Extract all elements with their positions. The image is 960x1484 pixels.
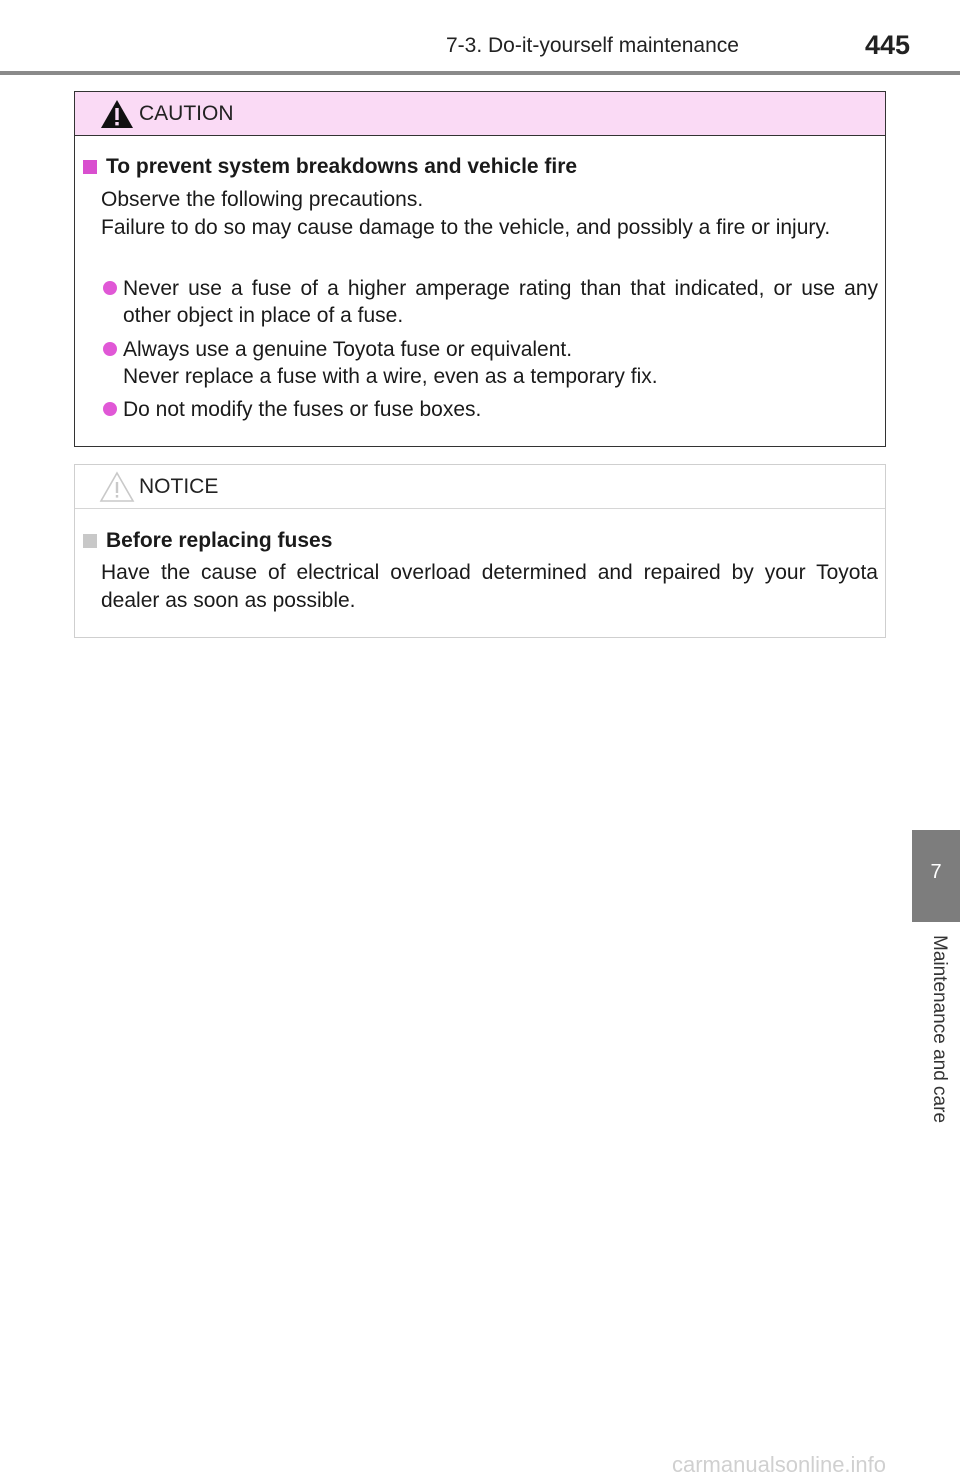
bullet-dot-icon	[103, 342, 117, 356]
notice-triangle-icon	[99, 471, 135, 503]
notice-header	[75, 465, 885, 509]
caution-bullet-3-text: Do not modify the fuses or fuse boxes.	[123, 398, 482, 421]
bullet-dot-icon	[103, 402, 117, 416]
watermark: carmanualsonline.info	[672, 1452, 887, 1477]
caution-header	[75, 92, 885, 136]
chapter-label: Maintenance and care	[929, 935, 950, 1124]
caution-bullet-2-text: Always use a genuine Toyota fuse or equivalent.	[123, 338, 573, 361]
caution-bullet-2	[103, 336, 878, 390]
chapter-number: 7	[930, 861, 942, 883]
notice-heading	[83, 529, 332, 553]
caution-intro-line1: Observe the following precautions.	[101, 188, 424, 211]
notice-heading-text: Before replacing fuses	[106, 529, 333, 552]
caution-bullet-3	[103, 396, 878, 423]
warning-triangle-icon	[99, 98, 135, 130]
caution-bullet-1-text: Never use a fuse of a higher amperage rating than that indicated, or use any other object in place of a fuse.	[123, 277, 878, 327]
caution-box	[74, 91, 886, 447]
bullet-dot-icon	[103, 281, 117, 295]
notice-box	[74, 464, 886, 638]
caution-heading	[83, 155, 577, 179]
notice-text: Have the cause of electrical overload determined and repaired by your Toyota dealer as soon as possible.	[101, 561, 878, 612]
page-number: 445	[864, 30, 910, 60]
caution-intro-line2: Failure to do so may cause damage to the vehicle, and possibly a fire or injury.	[101, 216, 831, 239]
caution-label: CAUTION	[139, 102, 234, 125]
caution-intro	[101, 186, 878, 242]
caution-bullet-2-line2: Never replace a fuse with a wire, even as a temporary fix.	[123, 365, 658, 388]
notice-label: NOTICE	[139, 475, 219, 498]
square-bullet-icon	[83, 160, 97, 174]
header-divider	[0, 71, 960, 75]
caution-heading-text: To prevent system breakdowns and vehicle fire	[106, 155, 578, 178]
square-bullet-icon	[83, 534, 97, 548]
section-title: 7-3. Do-it-yourself maintenance	[446, 34, 739, 57]
chapter-tab	[912, 830, 960, 922]
caution-bullet-1	[103, 275, 878, 329]
